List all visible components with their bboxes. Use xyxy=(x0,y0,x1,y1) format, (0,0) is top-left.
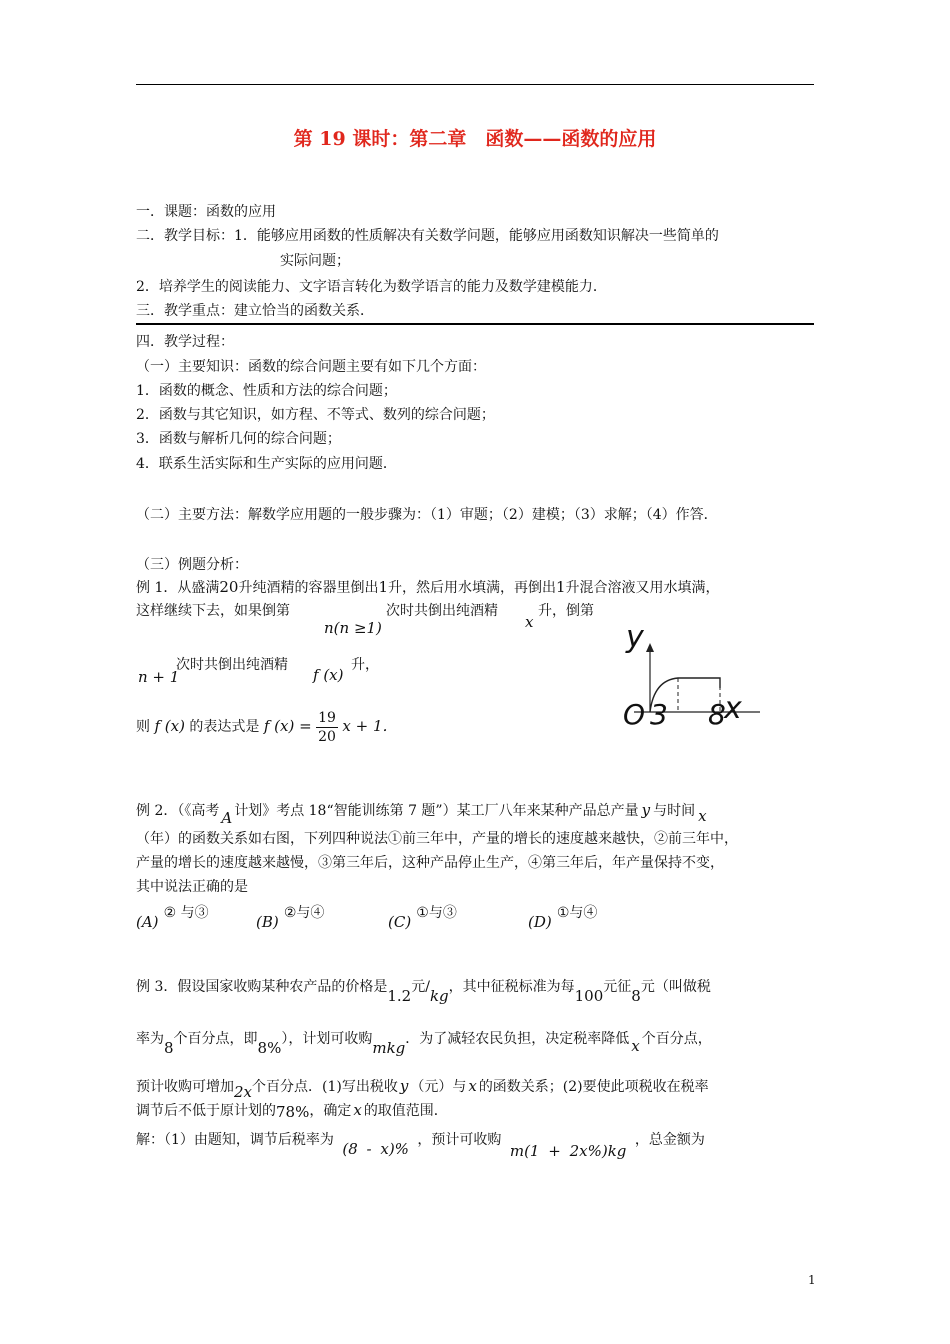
option-b[interactable] xyxy=(256,902,325,931)
math-100: 100 xyxy=(574,987,604,1005)
option-a[interactable] xyxy=(136,902,209,931)
math-78-percent: 78% xyxy=(276,1103,310,1121)
knowledge-item: 3．函数与解析几何的综合问题； xyxy=(136,431,341,447)
option-c-label: (C) xyxy=(388,913,412,931)
math-x: x xyxy=(631,1037,640,1055)
ex2-line-1: 例 2．（《高考 A 计划》考点 18“智能训练第 7 题”）某工厂八年来某种产品总产量 y 与时间 x xyxy=(136,801,707,827)
graph-origin-label: O xyxy=(623,698,646,731)
graph-tick-3: 3 xyxy=(650,698,668,731)
ex1-line-1: 例 1．从盛满20升纯酒精的容器里倒出1升，然后用水填满，再倒出1升混合溶液又用水填满， xyxy=(136,578,720,596)
process-heading: 四．教学过程： xyxy=(136,334,234,350)
ex1-line-2b: 次时共倒出纯酒精 xyxy=(386,603,498,619)
math-20: 20 xyxy=(219,578,239,596)
ex1-line-2c: 升，倒第 xyxy=(538,603,594,619)
math-2x: 2x xyxy=(234,1083,253,1101)
ex1-line-2a: 这样继续下去，如果倒第 xyxy=(136,603,290,619)
ex1-line-3a: 次时共倒出纯酒精 xyxy=(176,657,288,673)
knowledge-item: 4．联系生活实际和生产实际的应用问题． xyxy=(136,456,397,472)
option-c[interactable] xyxy=(388,902,457,931)
math-x: x xyxy=(525,613,534,631)
option-d[interactable] xyxy=(528,902,598,931)
math-8: 8 xyxy=(164,1039,174,1057)
math-x: x xyxy=(353,1101,362,1119)
ex2-line-2: （年）的函数关系如右图，下列四种说法①前三年中，产量的增长的速度越来越快，②前三年中， xyxy=(136,831,738,847)
topic-line: 一．课题：函数的应用 xyxy=(136,204,276,220)
fraction-19-20: $\frac{19}{20}$ xyxy=(318,709,336,745)
ex3-solution-line: 解：（1）由题知，调节后税率为 (8 - x)% ，预计可收购 m(1 + 2x%)kg ，总金额为 xyxy=(136,1132,705,1160)
math-fx: f (x) xyxy=(313,666,344,684)
top-rule xyxy=(136,84,814,85)
graph-x-label: x xyxy=(724,691,742,726)
math-y: y xyxy=(641,801,651,819)
section-rule xyxy=(136,323,814,325)
math-x: x xyxy=(698,807,707,825)
option-d-label: (D) xyxy=(528,913,552,931)
goal-2-line: 2．培养学生的阅读能力、文字语言转化为数学语言的能力及数学建模能力． xyxy=(136,279,607,295)
page-title: 第 19 课时：第二章 函数——函数的应用 xyxy=(293,128,657,150)
math-1: 1 xyxy=(378,578,388,596)
option-a-label: (A) xyxy=(136,913,159,931)
option-a-text: ② 与③ xyxy=(163,905,209,921)
method-line: （二）主要方法：解数学应用题的一般步骤为：（1）审题；（2）建模；（3）求解；（4）作答． xyxy=(136,507,718,523)
graph-y-label: y xyxy=(626,620,644,655)
math-fx: f (x) xyxy=(154,717,185,735)
math-1: 1 xyxy=(556,578,566,596)
option-b-text: ②与④ xyxy=(283,905,325,921)
ex3-line-2: 率为8个百分点，即8%），计划可收购mkg．为了减轻农民负担，决定税率降低 x 个百分点， xyxy=(136,1031,712,1057)
math-y: y xyxy=(399,1077,409,1095)
knowledge-item: 1．函数的概念、性质和方法的综合问题； xyxy=(136,383,397,399)
ex3-line-3: 预计收购可增加2x个百分点．(1)写出税收 y （元）与 x 的函数关系；(2)要使此项税收在税率 xyxy=(136,1077,709,1101)
math-fx-eq: f (x) = xyxy=(263,717,312,735)
math-n-plus-1: n + 1 xyxy=(138,668,180,686)
graph-tick-8: 8 xyxy=(708,698,726,731)
math-8-percent: 8% xyxy=(257,1039,282,1057)
ex2-line-3: 产量的增长的速度越来越慢，③第三年后，这种产品停止生产，④第三年后，年产量保持不变， xyxy=(136,855,724,871)
ex1-line-4: 则 f (x) 的表达式是 f (x) = $\frac{19}{20}$ x + 1． xyxy=(136,709,398,745)
math-8-minus-x: (8 - x)% xyxy=(342,1140,409,1158)
ex2-line-4: 其中说法正确的是 xyxy=(136,879,248,895)
math-m-1-2x: m(1 + 2x%)kg xyxy=(509,1142,627,1160)
math-8: 8 xyxy=(631,987,641,1005)
ex1-line-3b: 升， xyxy=(351,657,379,673)
knowledge-heading: （一）主要知识：函数的综合问题主要有如下几个方面： xyxy=(136,359,486,375)
ex3-line-1: 例 3．假设国家收购某种农产品的价格是1.2元/kg，其中征税标准为每100元征8元（叫做税 xyxy=(136,979,711,1005)
knowledge-item: 2．函数与其它知识，如方程、不等式、数列的综合问题； xyxy=(136,407,495,423)
page-number: 1 xyxy=(808,1273,816,1287)
math-x: x xyxy=(468,1077,477,1095)
math-n-ge-1: n(n ≥1) xyxy=(324,619,382,637)
ex3-line-4: 调节后不低于原计划的78%，确定 x 的取值范围． xyxy=(136,1101,448,1121)
math-x-plus-1: x + 1． xyxy=(342,717,398,735)
goal-line-1: 二．教学目标：1．能够应用函数的性质解决有关数学问题，能够应用函数知识解决一些简单的 xyxy=(136,228,719,244)
math-mkg: mkg xyxy=(372,1039,406,1057)
goal-line-2: 实际问题； xyxy=(280,253,350,269)
option-d-text: ①与④ xyxy=(556,905,598,921)
examples-heading: （三）例题分析： xyxy=(136,557,248,573)
math-kg: kg xyxy=(429,987,449,1005)
math-1-2: 1.2 xyxy=(387,987,412,1005)
math-A: A xyxy=(221,809,233,827)
key-line: 三．教学重点：建立恰当的函数关系． xyxy=(136,303,374,319)
option-c-text: ①与③ xyxy=(416,905,457,921)
option-b-label: (B) xyxy=(256,913,279,931)
